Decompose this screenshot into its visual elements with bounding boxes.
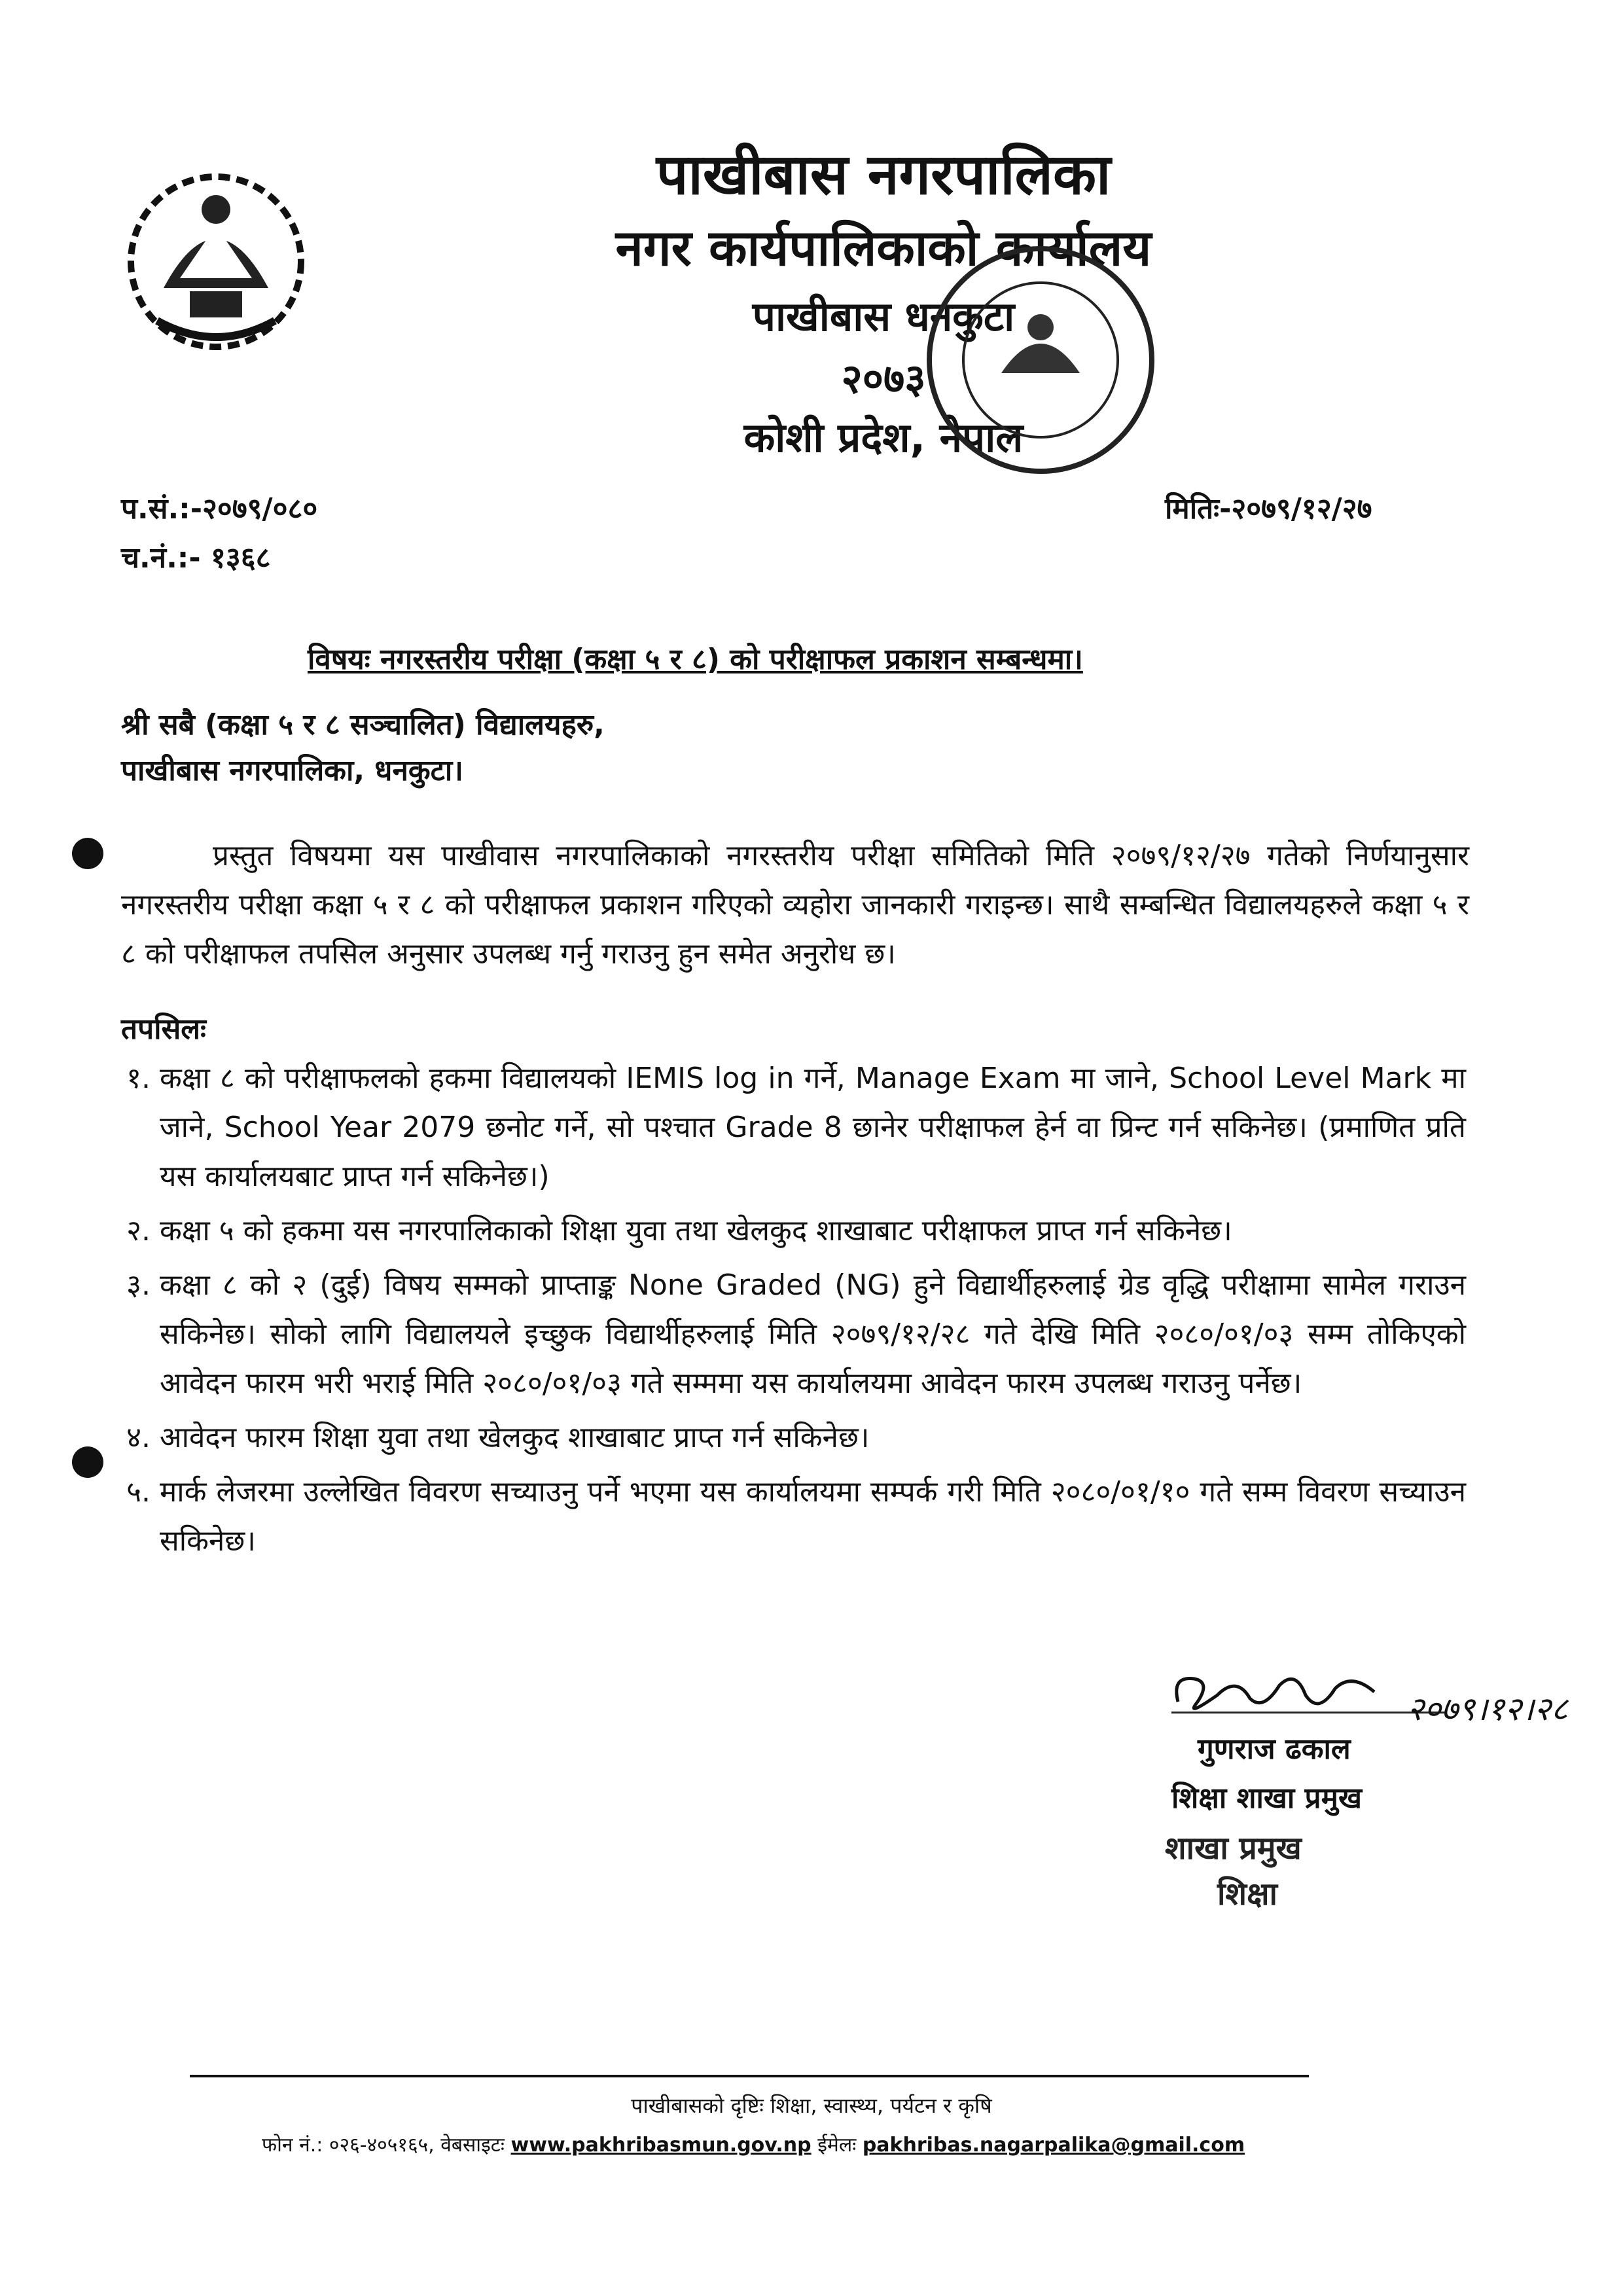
office-name: नगर कार्यपालिकाको कार्यालय (615, 219, 1152, 277)
signer-title: शिक्षा शाखा प्रमुख (1171, 1782, 1362, 1815)
letter-date: मितिः-२०७९/१२/२७ (1165, 492, 1372, 526)
footer-vision: पाखीबासको दृष्टिः शिक्षा, स्वास्थ्य, पर्यटन र कृषि (631, 2093, 992, 2118)
list-item (92, 1054, 1466, 1201)
letter-number: प.सं.:-२०७९/०८० (121, 492, 318, 526)
body-paragraph: प्रस्तुत विषयमा यस पाखीवास नगरपालिकाको नगरस्तरीय परीक्षा समितिको मिति २०७९/१२/२७ गतेको निर्णयानुसार नगरस्तरीय परीक्षा कक्षा ५ र ८ को परीक्षाफल प्रकाशन गरिएको व्यहोरा जानकारी गराइन्छ। साथै सम्बन्धित विद्यालयहरुले कक्षा ५ र ८ को परीक्षाफल तपसिल अनुसार उपलब्ध गर्नु गराउनु हुन समेत अनुरोध छ। (121, 839, 1469, 971)
list-item (92, 1413, 1466, 1462)
office-location: पाखीबास धनकुटा (752, 293, 1015, 340)
list-item (92, 1206, 1466, 1255)
letter-body (121, 831, 1469, 978)
subject-line: विषयः नगरस्तरीय परीक्षा (कक्षा ५ र ८) को परीक्षाफल प्रकाशन सम्बन्धमा। (308, 643, 1083, 676)
footer-website-link[interactable]: www.pakhribasmun.gov.np (510, 2134, 812, 2157)
footer-contact (262, 2130, 1245, 2157)
list-item-number: २. (126, 1214, 151, 1247)
footer-email-link[interactable]: pakhribas.nagarpalika@gmail.com (862, 2134, 1245, 2157)
designation-seal-line-2: शिक्षा (1217, 1876, 1277, 1912)
list-item-text: कक्षा ८ को २ (दुई) विषय सम्मको प्राप्ताङ्क None Graded (NG) हुने विद्यार्थीहरुलाई ग्रेड वृद्धि परीक्षामा सामेल गराउन सकिनेछ। सोको लागि विद्यालयले इच्छुक विद्यार्थीहरुलाई मिति २०७९/१२/२८ गते देखि मिति २०८०/०१/०३ सम्म तोकिएको आवेदन फारम भरी भराई मिति २०८०/०१/०३ गते सम्ममा यस कार्यालयमा आवेदन फारम उपलब्ध गराउनु पर्नेछ। (160, 1268, 1466, 1400)
municipality-name: पाखीबास नगरपालिका (656, 142, 1111, 207)
signature-line (1171, 1712, 1446, 1713)
addressee-line-1: श्री सबै (कक्षा ५ र ८ सञ्चालित) विद्यालयहरु, (121, 708, 605, 742)
office-stamp-icon (916, 236, 1165, 484)
signature-date: २०७९।१२।२८ (1407, 1690, 1568, 1728)
footer-phone: फोन नं.: ०२६-४०५१६५, वेबसाइटः (262, 2134, 505, 2157)
nepal-emblem-icon (118, 164, 314, 360)
established-year: २०७३ (841, 355, 926, 403)
list-item-text: आवेदन फारम शिक्षा युवा तथा खेलकुद शाखाबाट प्राप्त गर्न सकिनेछ। (160, 1421, 870, 1454)
details-heading: तपसिलः (121, 1013, 206, 1046)
list-item (92, 1261, 1466, 1408)
list-item-number: ३. (126, 1268, 151, 1302)
dispatch-number: च.नं.:- १३६८ (121, 541, 271, 575)
punch-hole-mark (72, 838, 103, 869)
addressee-line-2: पाखीबास नगरपालिका, धनकुटा। (121, 754, 463, 787)
footer-email-label: ईमेलः (817, 2134, 857, 2157)
list-item-text: कक्षा ५ को हकमा यस नगरपालिकाको शिक्षा युवा तथा खेलकुद शाखाबाट परीक्षाफल प्राप्त गर्न सकिनेछ। (160, 1214, 1232, 1247)
list-item-number: १. (126, 1062, 151, 1095)
list-item-text: मार्क लेजरमा उल्लेखित विवरण सच्याउनु पर्ने भएमा यस कार्यालयमा सम्पर्क गरी मिति २०८०/०१/१० गते सम्म विवरण सच्याउन सकिनेछ। (160, 1475, 1466, 1558)
designation-seal-line-1: शाखा प्रमुख (1165, 1830, 1302, 1867)
list-item (92, 1467, 1466, 1566)
province-country: कोशी प्रदेश, नेपाल (743, 414, 1024, 461)
list-item-number: ५. (126, 1475, 151, 1509)
footer-divider (190, 2075, 1309, 2077)
handwritten-signature (1165, 1656, 1387, 1728)
signer-name: गुणराज ढकाल (1198, 1732, 1351, 1766)
details-list (92, 1054, 1466, 1571)
list-item-text: कक्षा ८ को परीक्षाफलको हकमा विद्यालयको IEMIS log in गर्ने, Manage Exam मा जाने, School Level Mark मा जाने, School Year 2079 छनोट गर्ने, सो पश्चात Grade 8 छानेर परीक्षाफल हेर्न वा प्रिन्ट गर्न सकिनेछ। (प्रमाणित प्रति यस कार्यालयबाट प्राप्त गर्न सकिनेछ।) (160, 1062, 1466, 1193)
list-item-number: ४. (126, 1421, 151, 1454)
